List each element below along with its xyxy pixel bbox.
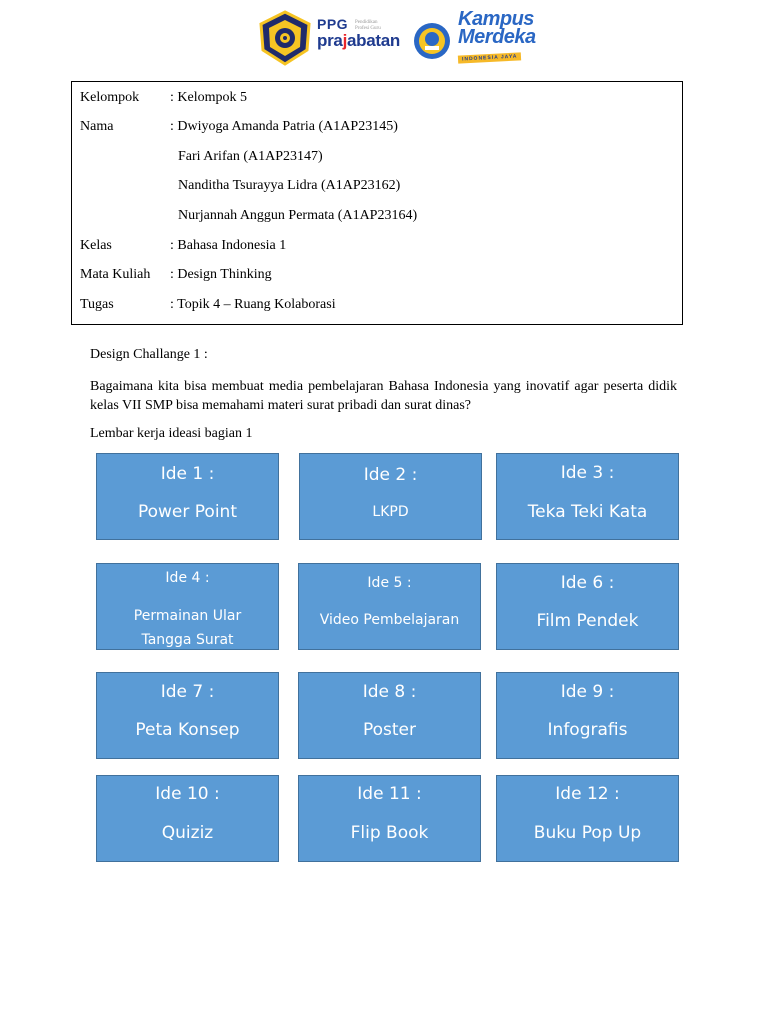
- idea-box-2: [299, 453, 482, 540]
- idea-box-4: [96, 563, 279, 650]
- kelompok-value: : Kelompok 5: [170, 90, 247, 105]
- nama-value-2: Fari Arifan (A1AP23147): [178, 149, 323, 164]
- idea-box-12: [496, 775, 679, 862]
- idea-value: Power Point: [137, 502, 237, 522]
- idea-value: Film Pendek: [536, 611, 639, 631]
- tut-wuri-handayani-icon: [413, 22, 451, 60]
- idea-box-10: [96, 775, 279, 862]
- idea-label: Ide 7 :: [160, 682, 215, 702]
- nama-value-1: : Dwiyoga Amanda Patria (A1AP23145): [170, 119, 398, 134]
- ppg-logo-small-text: Pendidikan Profesi Guru: [355, 20, 381, 31]
- idea-label: Ide 11 :: [357, 784, 422, 804]
- idea-value: LKPD: [372, 504, 409, 520]
- idea-value: Teka Teki Kata: [527, 502, 648, 522]
- idea-box-5: [298, 563, 481, 650]
- idea-value: Quiziz: [161, 823, 214, 843]
- kelompok-label: Kelompok: [80, 90, 140, 105]
- idea-box-6: [496, 563, 679, 650]
- idea-label: Ide 8 :: [362, 682, 417, 702]
- group-info-table: [71, 81, 683, 325]
- ppg-logo-subtitle: prajabatan: [317, 31, 400, 50]
- idea-box-7: [96, 672, 279, 759]
- tugas-label: Tugas: [80, 297, 114, 312]
- tugas-value: : Topik 4 – Ruang Kolaborasi: [170, 297, 336, 312]
- idea-value: Permainan Ular Tangga Surat: [133, 608, 242, 648]
- mata-kuliah-value: : Design Thinking: [170, 267, 272, 282]
- idea-label: Ide 9 :: [560, 682, 615, 702]
- nama-value-4: Nurjannah Anggun Permata (A1AP23164): [178, 208, 418, 223]
- challenge-text: Bagaimana kita bisa membuat media pembelajaran Bahasa Indonesia yang inovatif agar peserta didik kelas VII SMP bisa memahami materi surat pribadi dan surat dinas?: [90, 379, 677, 413]
- idea-value: Flip Book: [350, 823, 429, 843]
- idea-label: Ide 5 :: [367, 575, 412, 591]
- idea-label: Ide 12 :: [555, 784, 620, 804]
- mata-kuliah-label: Mata Kuliah: [80, 267, 151, 282]
- kelas-label: Kelas: [80, 238, 112, 253]
- ppg-prajabatan-logo: [255, 8, 411, 68]
- idea-box-3: [496, 453, 679, 540]
- challenge-title: Design Challange 1 :: [90, 347, 208, 362]
- idea-label: Ide 3 :: [560, 463, 615, 483]
- idea-value: Peta Konsep: [135, 720, 240, 740]
- idea-label: Ide 4 :: [165, 570, 210, 586]
- university-emblem-icon: [257, 10, 313, 66]
- idea-value: Buku Pop Up: [533, 823, 642, 843]
- header-logos: [255, 8, 555, 68]
- idea-box-1: [96, 453, 279, 540]
- nama-value-3: Nanditha Tsurayya Lidra (A1AP23162): [178, 178, 401, 193]
- kelas-value: : Bahasa Indonesia 1: [170, 238, 287, 253]
- idea-box-8: [298, 672, 481, 759]
- ppg-logo-title: PPG: [317, 16, 349, 32]
- idea-label: Ide 1 :: [160, 464, 215, 484]
- idea-value: Poster: [362, 720, 417, 740]
- idea-value: Infografis: [547, 720, 628, 740]
- worksheet-title: Lembar kerja ideasi bagian 1: [90, 426, 253, 441]
- idea-label: Ide 10 :: [155, 784, 220, 804]
- nama-label: Nama: [80, 119, 114, 134]
- idea-box-9: [496, 672, 679, 759]
- idea-value: Video Pembelajaran: [319, 612, 460, 628]
- idea-box-11: [298, 775, 481, 862]
- idea-label: Ide 2 :: [363, 465, 418, 485]
- kampus-merdeka-logo: Kampus Merdeka INDONESIA JAYA: [458, 8, 536, 63]
- idea-label: Ide 6 :: [560, 573, 615, 593]
